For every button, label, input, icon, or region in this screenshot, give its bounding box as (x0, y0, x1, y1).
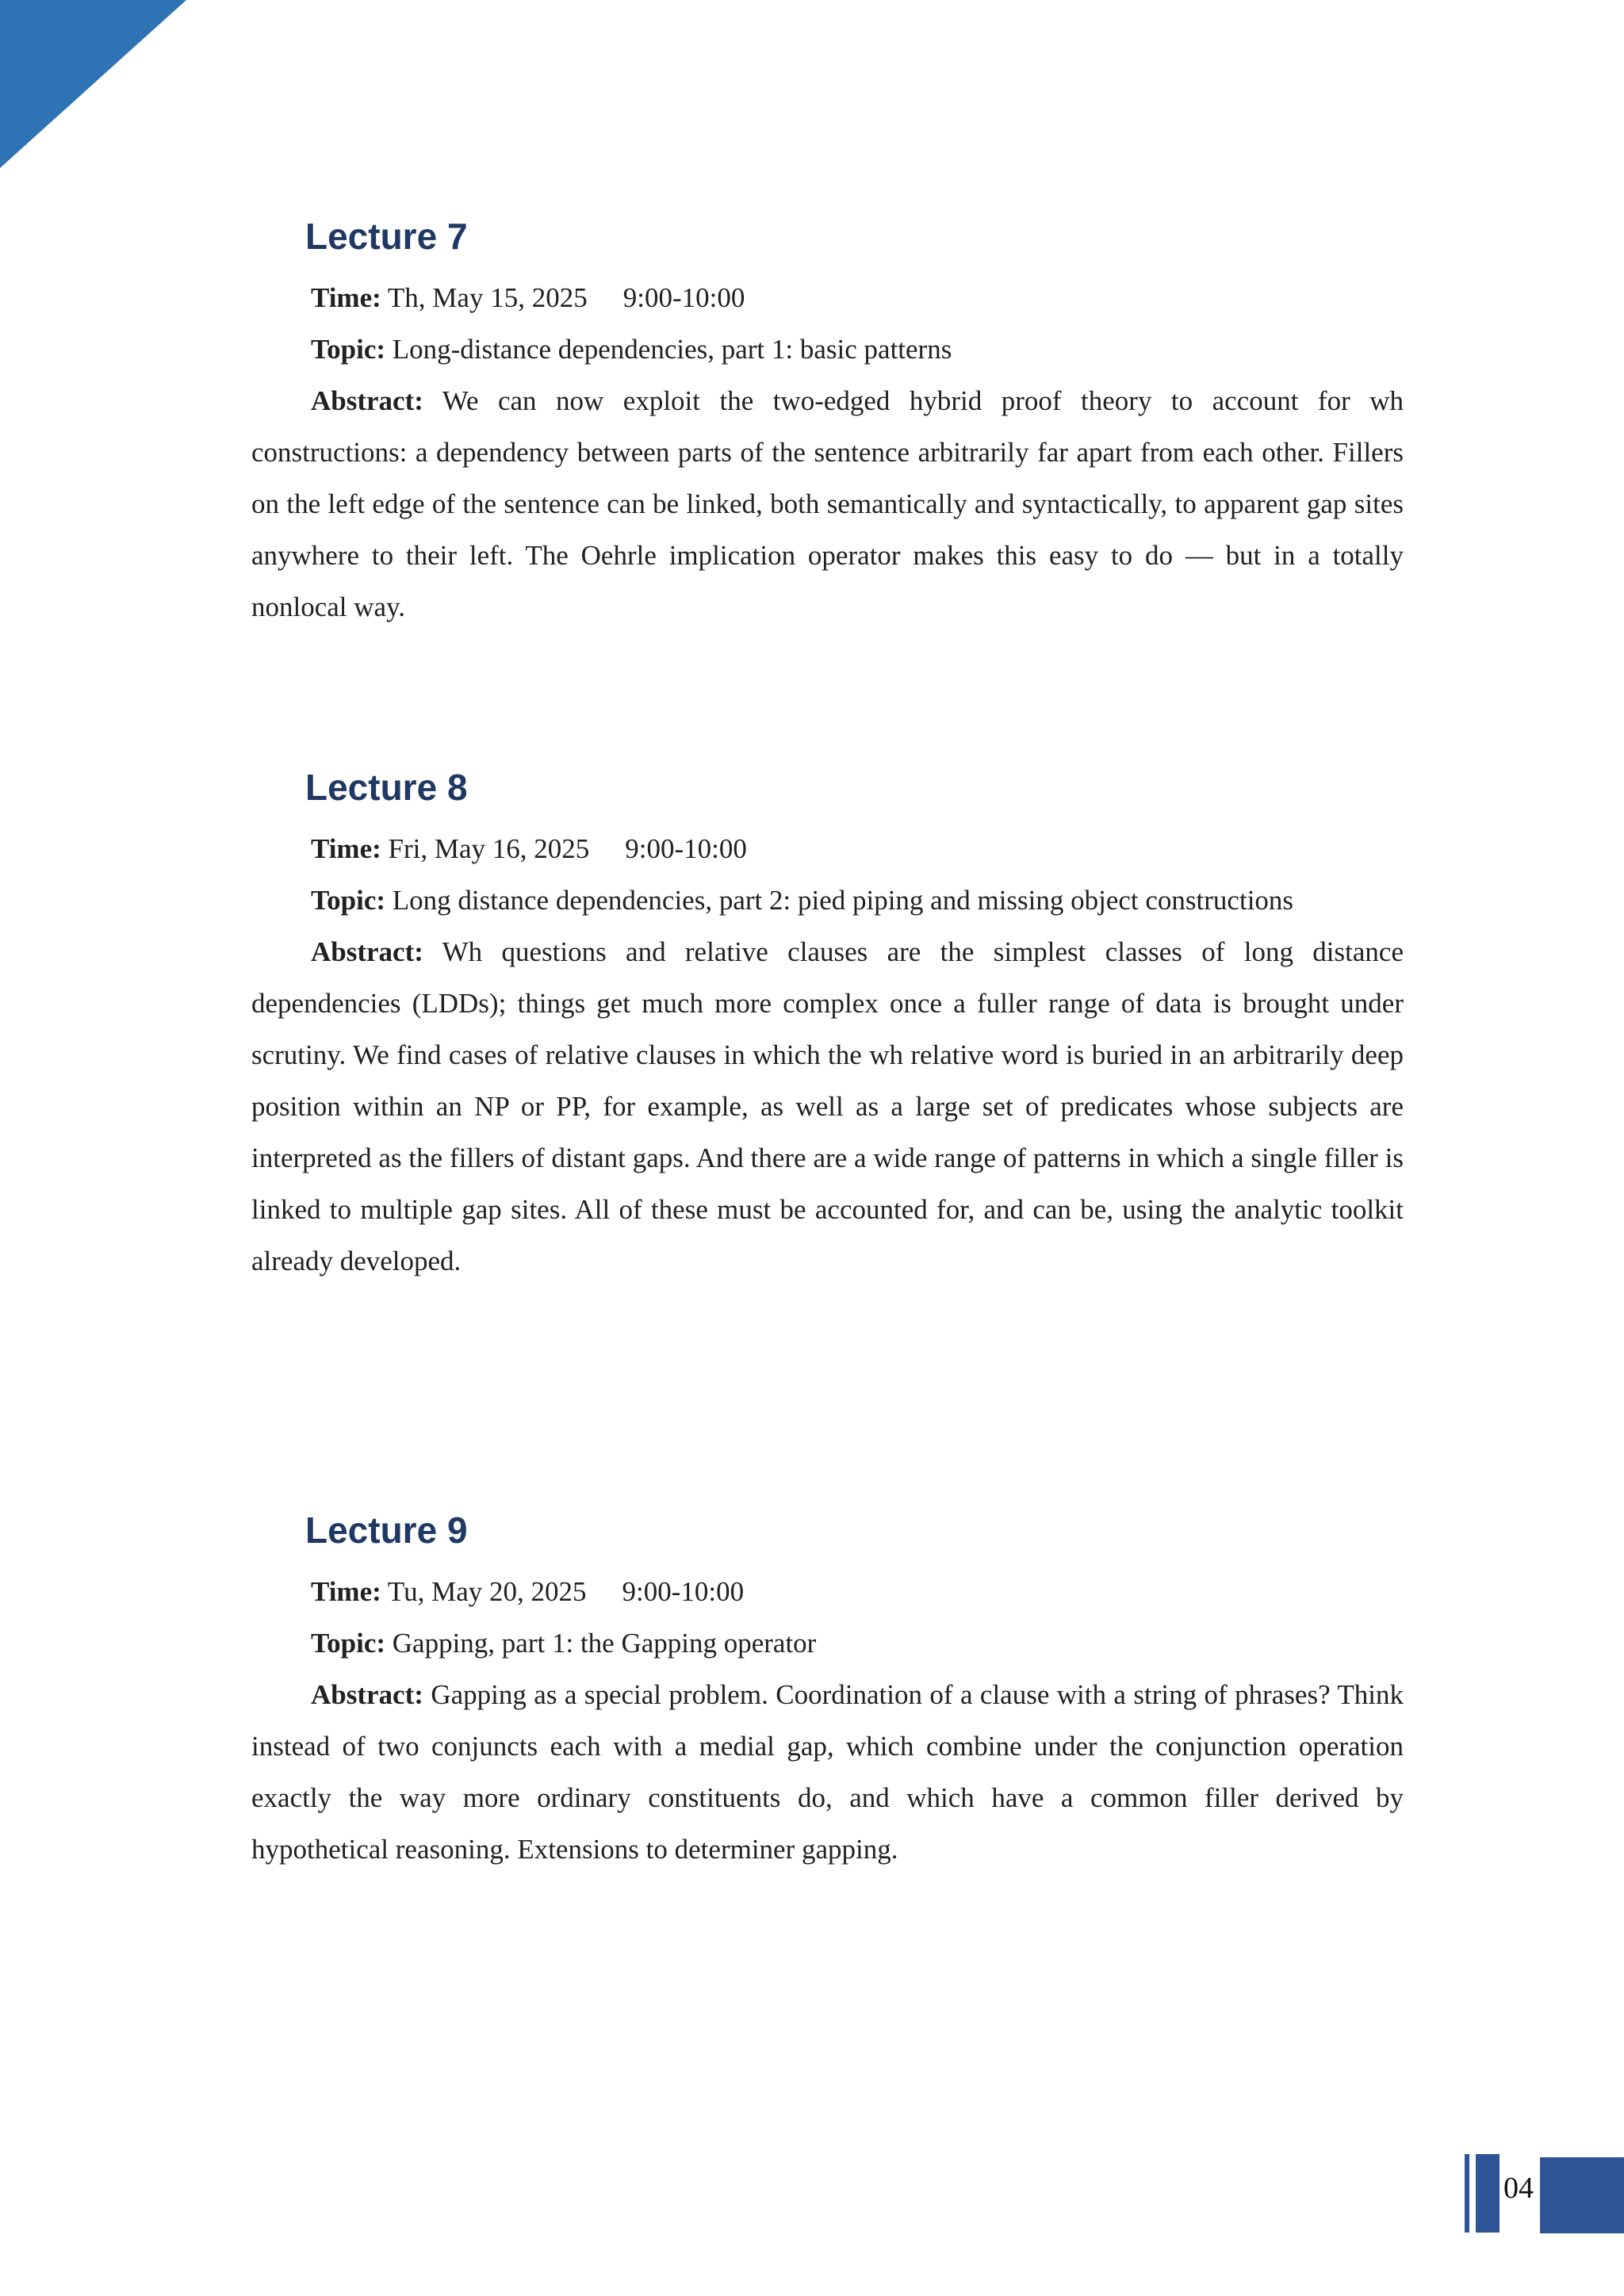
time-range: 9:00-10:00 (622, 1576, 745, 1607)
time-range: 9:00-10:00 (622, 282, 745, 313)
abstract-text: We can now exploit the two-edged hybrid proof theory to account for wh constructions: a dependency between parts of the sentence arbitrarily far apart from each other. Fillers on the left edge of the sentence can be linked, both semantically and syntactically, to apparent gap sites anywhere to their left. The Oehrle implication operator makes this easy to do — but in a totally nonlocal way. (251, 385, 1404, 622)
topic-text: Long-distance dependencies, part 1: basic patterns (392, 334, 952, 365)
lecture-section-7 (251, 214, 1404, 633)
topic-label: Topic: (311, 885, 386, 916)
time-line (251, 1566, 1404, 1617)
abstract-text: Wh questions and relative clauses are the simplest classes of long distance dependencies (LDDs); things get much more complex once a fuller range of data is brought under scrutiny. We find cases of relative clauses in which the wh relative word is buried in an arbitrarily deep position within an NP or PP, for example, as well as a large set of predicates whose subjects are interpreted as the fillers of distant gaps. And there are a wide range of patterns in which a single filler is linked to multiple gap sites. All of these must be accounted for, and can be, using the analytic toolkit already developed. (251, 936, 1404, 1276)
time-date: Fri, May 16, 2025 (388, 833, 590, 864)
abstract-label: Abstract: (311, 936, 423, 967)
topic-paragraph (251, 874, 1404, 926)
corner-triangle-decoration (0, 0, 186, 168)
abstract-label: Abstract: (311, 1679, 423, 1710)
topic-paragraph (251, 323, 1404, 375)
time-range: 9:00-10:00 (625, 833, 747, 864)
time-label: Time: (311, 282, 381, 313)
lecture-section-9 (251, 1508, 1404, 1875)
topic-label: Topic: (311, 1628, 386, 1659)
topic-paragraph (251, 1617, 1404, 1669)
topic-text: Long distance dependencies, part 2: pied piping and missing object constructions (392, 885, 1294, 916)
abstract-paragraph (251, 1669, 1404, 1875)
abstract-paragraph (251, 375, 1404, 633)
abstract-text: Gapping as a special problem. Coordination of a clause with a string of phrases? Think instead of two conjuncts each with a medial gap, which combine under the conjunction operation exactly the way more ordinary constituents do, and which have a common filler derived by hypothetical reasoning. Extensions to determiner gapping. (251, 1679, 1404, 1865)
lecture-title: Lecture 9 (305, 1510, 468, 1551)
time-date: Th, May 15, 2025 (387, 282, 588, 313)
topic-text: Gapping, part 1: the Gapping operator (392, 1628, 817, 1659)
lecture-body (251, 272, 1404, 633)
time-line (251, 272, 1404, 323)
time-date: Tu, May 20, 2025 (387, 1576, 587, 1607)
footer-accent-rectangle (1540, 2157, 1624, 2233)
topic-label: Topic: (311, 334, 386, 365)
abstract-paragraph (251, 926, 1404, 1287)
footer-accent-thin-bar (1465, 2154, 1469, 2233)
footer-accent-wide-bar (1476, 2154, 1500, 2233)
lecture-body (251, 823, 1404, 1287)
time-label: Time: (311, 1576, 381, 1607)
time-line (251, 823, 1404, 874)
page-number: 04 (1503, 2172, 1534, 2205)
abstract-label: Abstract: (311, 385, 423, 416)
lecture-section-8 (251, 765, 1404, 1287)
lecture-body (251, 1566, 1404, 1875)
lecture-title: Lecture 8 (305, 767, 468, 808)
time-label: Time: (311, 833, 381, 864)
lecture-title: Lecture 7 (305, 216, 468, 257)
